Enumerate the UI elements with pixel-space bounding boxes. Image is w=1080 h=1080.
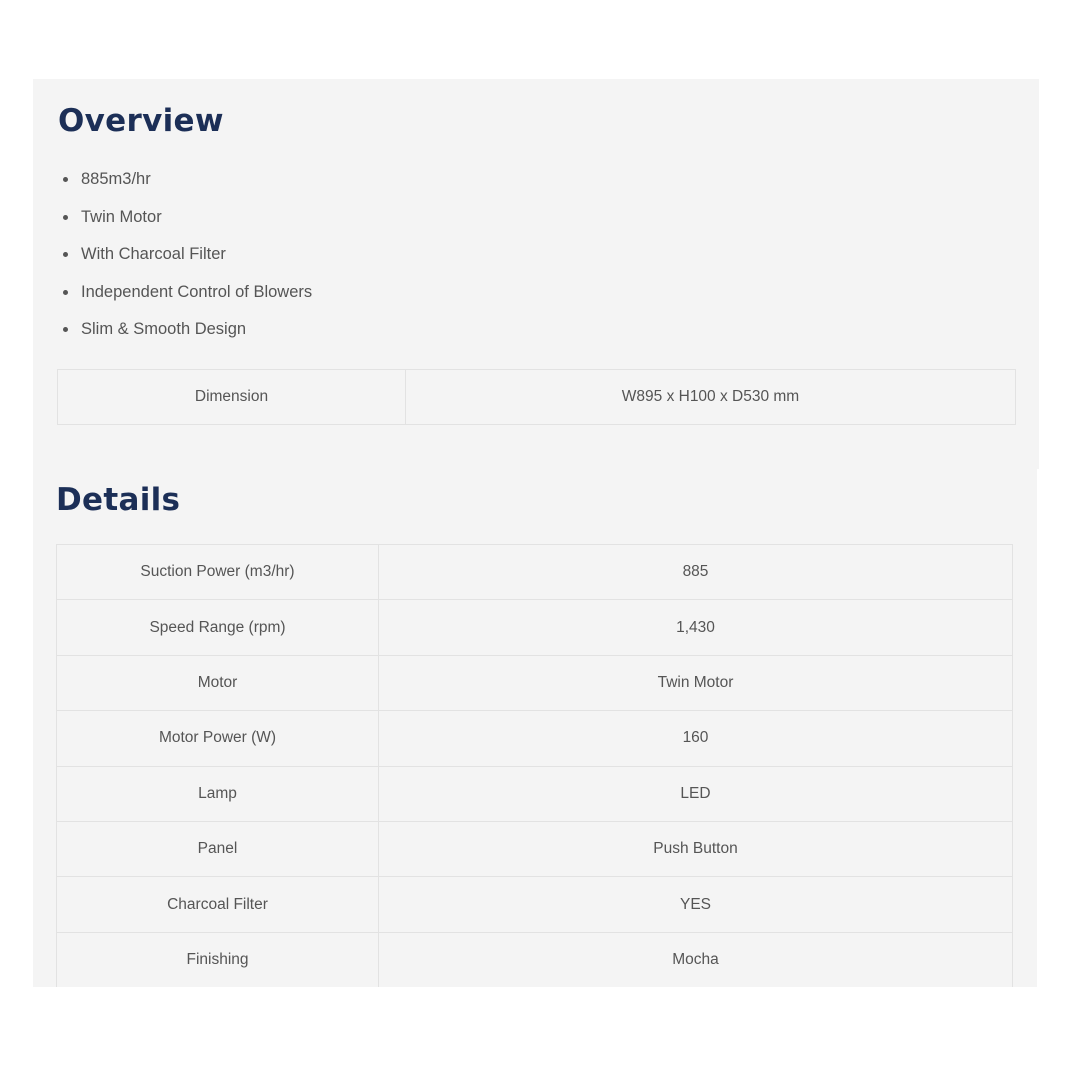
feature-list-item bbox=[62, 236, 312, 274]
spec-label-cell: Charcoal Filter bbox=[57, 877, 379, 932]
table-row bbox=[57, 766, 1013, 821]
spec-value-cell: YES bbox=[379, 877, 1013, 932]
spec-label-cell: Motor bbox=[57, 655, 379, 710]
spec-value-cell: Mocha bbox=[379, 932, 1013, 987]
spec-label-cell: Speed Range (rpm) bbox=[57, 600, 379, 655]
spec-label-cell: Suction Power (m3/hr) bbox=[57, 545, 379, 600]
feature-list-item bbox=[62, 199, 312, 237]
spec-value-cell: LED bbox=[379, 766, 1013, 821]
feature-text: Twin Motor bbox=[81, 207, 162, 226]
spec-value-cell: Twin Motor bbox=[379, 655, 1013, 710]
feature-text: Slim & Smooth Design bbox=[81, 320, 247, 338]
table-row bbox=[57, 821, 1013, 876]
spec-label-cell: Finishing bbox=[57, 932, 379, 987]
spec-value-cell: Push Button bbox=[379, 821, 1013, 876]
details-spec-table bbox=[56, 544, 1013, 988]
table-row bbox=[57, 877, 1013, 932]
feature-text: Independent Control of Blowers bbox=[81, 282, 313, 301]
spec-label-cell: Lamp bbox=[57, 766, 379, 821]
feature-text: 885m3/hr bbox=[81, 170, 151, 188]
spec-value-cell: 885 bbox=[379, 545, 1013, 600]
table-row bbox=[57, 655, 1013, 710]
feature-text: With Charcoal Filter bbox=[81, 245, 226, 263]
dimension-table bbox=[57, 369, 1016, 425]
bullet-dot-icon bbox=[63, 215, 68, 220]
spec-value-cell: 1,430 bbox=[379, 600, 1013, 655]
table-row bbox=[57, 545, 1013, 600]
feature-list-item bbox=[62, 274, 312, 312]
table-row bbox=[58, 370, 1016, 425]
spec-label-cell: Motor Power (W) bbox=[57, 711, 379, 766]
feature-list-item bbox=[62, 311, 312, 349]
details-heading: Details bbox=[56, 482, 181, 518]
bullet-dot-icon bbox=[63, 290, 68, 295]
table-row bbox=[57, 600, 1013, 655]
spec-label-cell: Panel bbox=[57, 821, 379, 876]
bullet-dot-icon bbox=[63, 177, 68, 182]
spec-label-cell: Dimension bbox=[58, 370, 406, 425]
bullet-dot-icon bbox=[63, 252, 68, 257]
spec-value-cell: W895 x H100 x D530 mm bbox=[406, 370, 1016, 425]
feature-list-item bbox=[62, 161, 312, 199]
bullet-dot-icon bbox=[63, 327, 68, 332]
spec-value-cell: 160 bbox=[379, 711, 1013, 766]
table-row bbox=[57, 932, 1013, 987]
table-row bbox=[57, 711, 1013, 766]
overview-feature-list bbox=[62, 161, 312, 349]
overview-heading: Overview bbox=[58, 103, 224, 139]
page-bottom-whitespace bbox=[33, 987, 1043, 1080]
